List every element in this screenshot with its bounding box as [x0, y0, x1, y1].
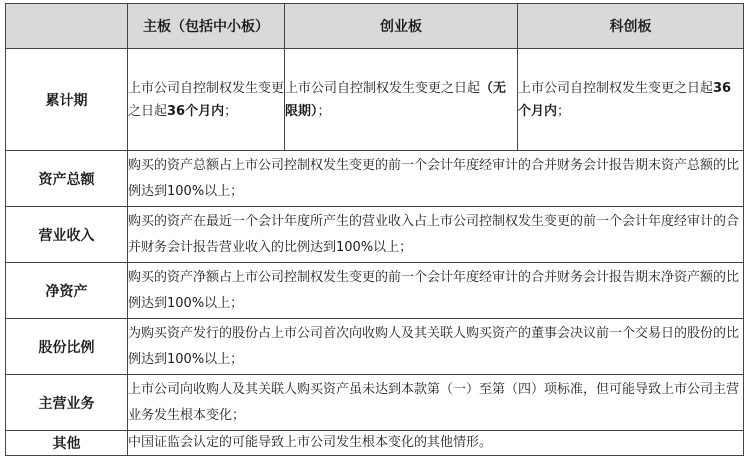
header-star-market: 科创板 [518, 4, 744, 49]
period-main-suffix: ； [224, 103, 238, 119]
row-text: 为购买资产发行的股份占上市公司首次向收购人及其关联人购买资产的董事会决议前一个交易日的股份的比例达到100%以上； [128, 319, 744, 375]
row-text: 购买的资产总额占上市公司控制权发生变更的前一个会计年度经审计的合并财务会计报告期末资产总额的比例达到100%以上； [128, 151, 744, 207]
standards-table [5, 3, 744, 456]
row-text: 购买的资产在最近一个会计年度所产生的营业收入占上市公司控制权发生变更的前一个会计年度经审计的合并财务会计报告营业收入的比例达到100%以上； [128, 207, 744, 263]
period-main-text: 上市公司自控制权发生变更之日起 [128, 80, 285, 119]
row-label: 其他 [6, 431, 128, 456]
header-corner [6, 4, 128, 49]
period-label: 累计期 [6, 49, 128, 151]
period-star-suffix: ； [557, 103, 571, 119]
table-row [6, 151, 744, 207]
period-star-bold: 36个月内 [518, 80, 732, 119]
period-chinext [285, 49, 518, 151]
row-label: 主营业务 [6, 375, 128, 431]
table-row [6, 431, 744, 456]
period-chinext-suffix: ； [317, 103, 331, 119]
table-row [6, 263, 744, 319]
table-row [6, 375, 744, 431]
row-text: 上市公司向收购人及其关联人购买资产虽未达到本款第（一）至第（四）项标准，但可能导致上市公司主营业务发生根本变化； [128, 375, 744, 431]
row-text: 购买的资产净额占上市公司控制权发生变更的前一个会计年度经审计的合并财务会计报告期末净资产额的比例达到100%以上； [128, 263, 744, 319]
period-chinext-text: 上市公司自控制权发生变更之日起 [285, 80, 481, 96]
period-star-market [518, 49, 744, 151]
table-row [6, 319, 744, 375]
header-row [6, 4, 744, 49]
row-label: 净资产 [6, 263, 128, 319]
header-chinext: 创业板 [285, 4, 518, 49]
row-text: 中国证监会认定的可能导致上市公司发生根本变化的其他情形。 [128, 431, 744, 456]
period-main-board [128, 49, 285, 151]
period-chinext-bold: （无限期） [285, 80, 507, 119]
period-row [6, 49, 744, 151]
row-label: 资产总额 [6, 151, 128, 207]
header-main-board: 主板（包括中小板） [128, 4, 285, 49]
row-label: 股份比例 [6, 319, 128, 375]
row-label: 营业收入 [6, 207, 128, 263]
period-star-text: 上市公司自控制权发生变更之日起 [518, 80, 714, 96]
period-main-bold: 36个月内 [167, 103, 225, 119]
table-row [6, 207, 744, 263]
